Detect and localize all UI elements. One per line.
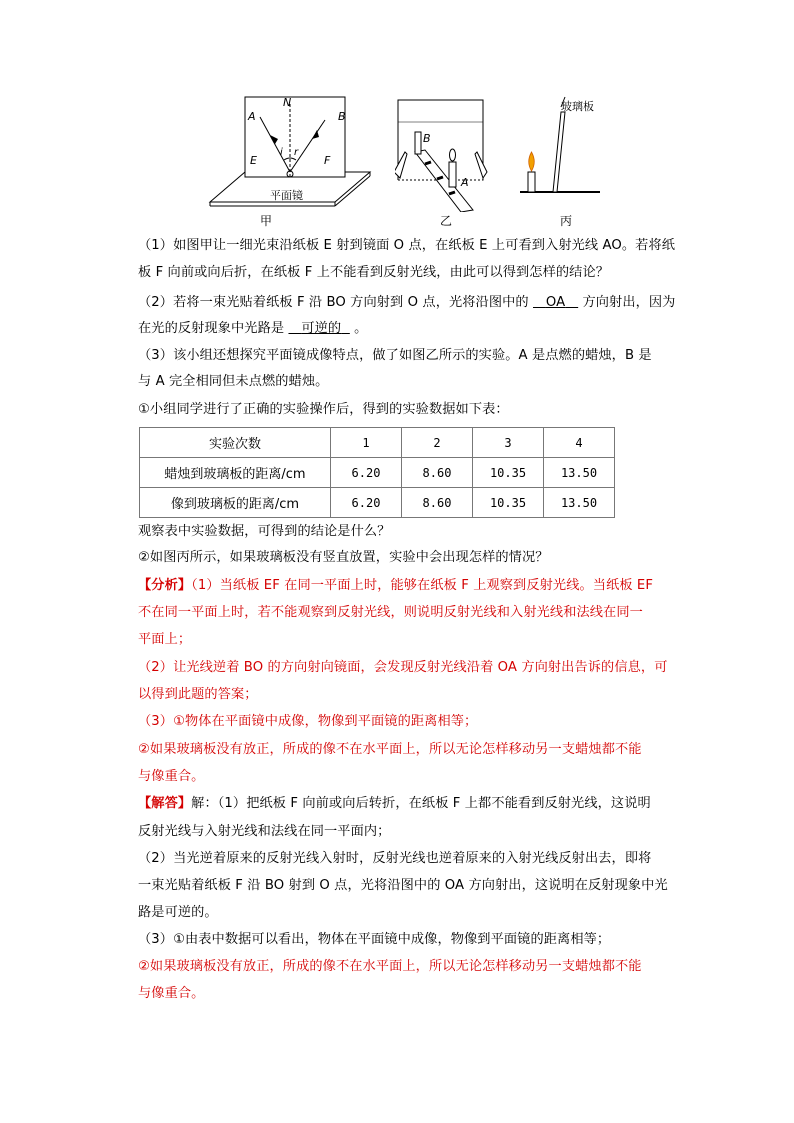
answer-line-8: 与像重合。 bbox=[138, 986, 205, 1001]
label-r: r bbox=[294, 147, 299, 158]
table-cell: 6.20 bbox=[331, 458, 402, 488]
answer-line-6: （3）①由表中数据可以看出，物体在平面镜中成像，物像到平面镜的距离相等； bbox=[138, 932, 611, 947]
answer-line-2: 反射光线与入射光线和法线在同一平面内； bbox=[138, 824, 391, 839]
label-A: A bbox=[461, 176, 469, 189]
analysis-line-8: 与像重合。 bbox=[138, 769, 205, 784]
label-B: B bbox=[338, 110, 346, 123]
data-table bbox=[139, 427, 615, 518]
table-cell: 13.50 bbox=[544, 488, 615, 518]
label-glass: 玻璃板 bbox=[561, 100, 594, 113]
table-header-cell: 实验次数 bbox=[140, 428, 331, 458]
label-mirror: 平面镜 bbox=[270, 189, 303, 202]
table-header-cell: 4 bbox=[544, 428, 615, 458]
q2-blank-oa bbox=[533, 294, 578, 312]
figure-bing-diagram bbox=[515, 92, 615, 212]
table-row bbox=[140, 458, 615, 488]
table-cell: 10.35 bbox=[473, 458, 544, 488]
analysis-line-6: （3）①物体在平面镜中成像，物像到平面镜的距离相等； bbox=[138, 714, 478, 729]
q3-line-3: ①小组同学进行了正确的实验操作后，得到的实验数据如下表： bbox=[138, 402, 509, 417]
label-F: F bbox=[324, 154, 331, 167]
q2-blank2-value: 可逆的 bbox=[301, 321, 342, 336]
figure-jia-diagram bbox=[200, 92, 375, 212]
label-N: N bbox=[283, 96, 292, 109]
table-cell: 蜡烛到玻璃板的距离/cm bbox=[140, 458, 331, 488]
answer-line-4: 一束光贴着纸板 F 沿 BO 射到 O 点，光将沿图中的 OA 方向射出，这说明在反射现象中光 bbox=[138, 878, 668, 893]
answer-line-3: （2）当光逆着原来的反射光线入射时，反射光线也逆着原来的入射光线反射出去，即将 bbox=[138, 851, 652, 866]
table-cell: 13.50 bbox=[544, 458, 615, 488]
q3-line-1: （3）该小组还想探究平面镜成像特点，做了如图乙所示的实验。A 是点燃的蜡烛，B 是 bbox=[138, 348, 652, 363]
analysis-line-5: 以得到此题的答案； bbox=[138, 687, 258, 702]
analysis-line-4: （2）让光线逆着 BO 的方向射向镜面，会发现反射光线沿着 OA 方向射出告诉的信息，可 bbox=[138, 660, 668, 675]
q2-text-c: 在光的反射现象中光路是 bbox=[138, 321, 285, 336]
label-B: B bbox=[423, 132, 431, 145]
q3-line-5: ②如图丙所示，如果玻璃板没有竖直放置，实验中会出现怎样的情况？ bbox=[138, 550, 549, 565]
q2-text-a: （2）若将一束光贴着纸板 F 沿 BO 方向射到 O 点，光将沿图中的 bbox=[138, 295, 529, 310]
q1-line-1: （1）如图甲让一细光束沿纸板 E 射到镜面 O 点，在纸板 E 上可看到入射光线 AO。若将纸 bbox=[138, 238, 676, 253]
table-cell: 8.60 bbox=[402, 488, 473, 518]
answer-line-5: 路是可逆的。 bbox=[138, 905, 218, 920]
label-i: i bbox=[280, 147, 283, 158]
table-header-cell: 3 bbox=[473, 428, 544, 458]
q3-line-4: 观察表中实验数据，可得到的结论是什么？ bbox=[138, 524, 391, 539]
answer-line-7: ②如果玻璃板没有放正，所成的像不在水平面上，所以无论怎样移动另一支蜡烛都不能 bbox=[138, 959, 642, 974]
q2-line-2 bbox=[138, 320, 367, 338]
label-A: A bbox=[248, 110, 256, 123]
caption-jia: 甲 bbox=[260, 214, 273, 228]
analysis-tag: 【分析】 bbox=[138, 578, 192, 593]
analysis-text-1: （1）当纸板 EF 在同一平面上时，能够在纸板 F 上观察到反射光线。当纸板 EF bbox=[191, 578, 654, 593]
caption-yi: 乙 bbox=[440, 214, 453, 228]
answer-tag: 【解答】 bbox=[138, 796, 192, 811]
q3-line-2: 与 A 完全相同但未点燃的蜡烛。 bbox=[138, 374, 329, 389]
q2-blank-reversible bbox=[288, 320, 349, 338]
table-cell: 像到玻璃板的距离/cm bbox=[140, 488, 331, 518]
q1-line-2: 板 F 向前或向后折，在纸板 F 上不能看到反射光线，由此可以得到怎样的结论？ bbox=[138, 265, 610, 280]
table-cell: 6.20 bbox=[331, 488, 402, 518]
q2-text-d: 。 bbox=[354, 321, 368, 336]
table-cell: 10.35 bbox=[473, 488, 544, 518]
table-row bbox=[140, 488, 615, 518]
analysis-line-3: 平面上； bbox=[138, 632, 192, 647]
q2-text-b: 方向射出，因为 bbox=[582, 295, 676, 310]
table-header-row bbox=[140, 428, 615, 458]
q2-line-1 bbox=[138, 294, 675, 312]
answer-text-1: 解：（1）把纸板 F 向前或向后转折，在纸板 F 上都不能看到反射光线，这说明 bbox=[191, 796, 651, 811]
label-E: E bbox=[250, 154, 257, 167]
analysis-line-1 bbox=[138, 577, 653, 595]
table-header-cell: 2 bbox=[402, 428, 473, 458]
table-cell: 8.60 bbox=[402, 458, 473, 488]
analysis-line-7: ②如果玻璃板没有放正，所成的像不在水平面上，所以无论怎样移动另一支蜡烛都不能 bbox=[138, 742, 642, 757]
answer-line-1 bbox=[138, 795, 651, 813]
table-header-cell: 1 bbox=[331, 428, 402, 458]
q2-blank-value: OA bbox=[545, 295, 566, 310]
figure-yi-diagram bbox=[395, 92, 495, 212]
figures-row bbox=[200, 92, 610, 232]
analysis-line-2: 不在同一平面上时，若不能观察到反射光线，则说明反射光线和入射光线和法线在同一 bbox=[138, 605, 643, 620]
caption-bing: 丙 bbox=[560, 214, 573, 228]
